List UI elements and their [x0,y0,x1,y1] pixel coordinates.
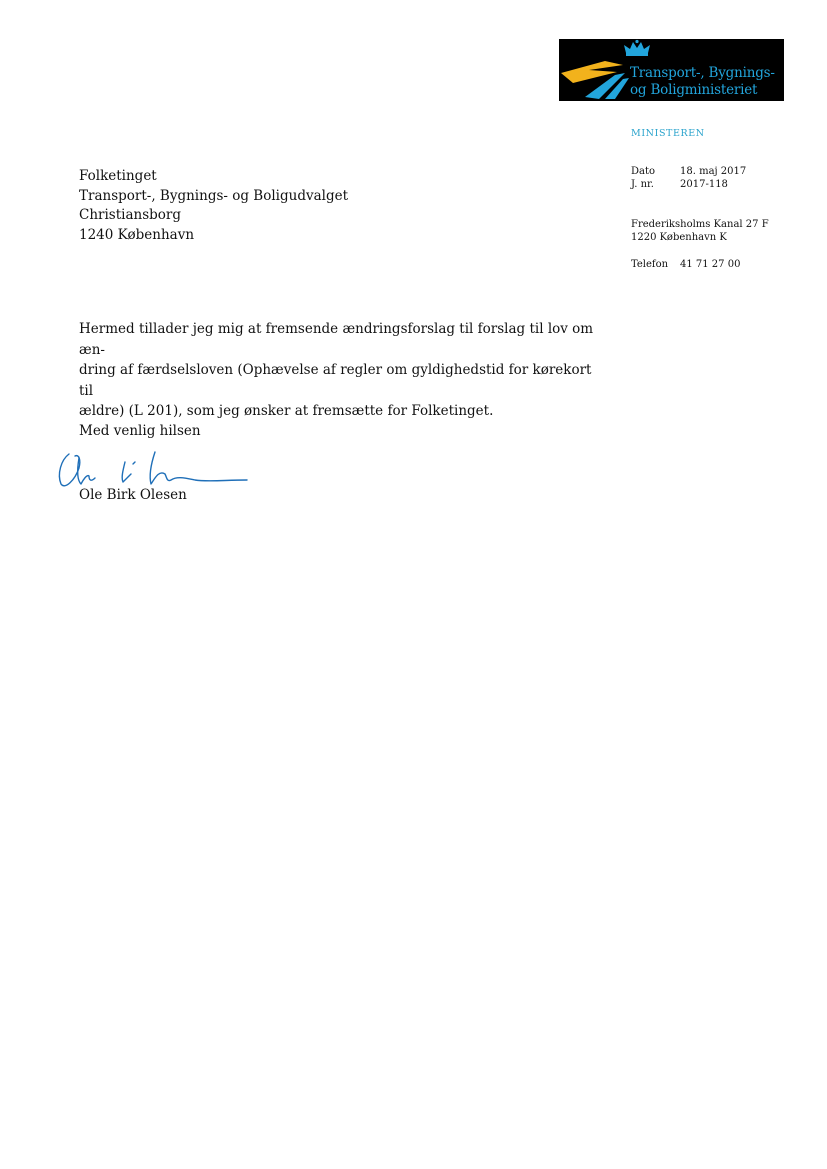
crown-icon [624,40,650,56]
address-line-2: 1220 København K [631,232,727,243]
logo-wordmark [630,65,775,99]
jnr-row [631,178,728,191]
phone-label: Telefon [631,259,669,270]
recipient-line-2: Transport-, Bygnings- og Boligudvalget [79,187,349,204]
ministry-logo [559,39,784,101]
body-line-3: ældre) (L 201), som jeg ønsker at fremsætte for Folketinget. [79,403,494,419]
recipient-address [79,167,348,245]
jnr-label: J. nr. [631,179,654,190]
recipient-line-3: Christiansborg [79,207,182,223]
date-row [631,165,746,178]
date-value: 18. maj 2017 [680,166,747,177]
body-line-1: Hermed tillader jeg mig at fremsende ændringsforslag til forslag til lov om æn- [79,321,594,358]
recipient-line-4: 1240 København [79,226,195,243]
date-label: Dato [631,166,656,177]
logo-line-1: Transport-, Bygnings- [630,65,775,81]
sender-address [631,218,769,244]
address-line-1: Frederiksholms Kanal 27 F [631,219,769,230]
sender-label: MINISTEREN [631,128,705,139]
recipient-line-1: Folketinget [79,168,157,184]
letter-body [79,319,599,422]
logo-line-2: og Boligministeriet [630,82,758,98]
jnr-value: 2017-118 [680,179,728,190]
closing-greeting: Med venlig hilsen [79,423,201,439]
phone-row [631,258,740,271]
body-line-2: dring af færdselsloven (Ophævelse af regler om gyldighedstid for kørekort til [79,362,592,399]
phone-value: 41 71 27 00 [680,259,741,270]
signer-name: Ole Birk Olesen [79,487,187,503]
